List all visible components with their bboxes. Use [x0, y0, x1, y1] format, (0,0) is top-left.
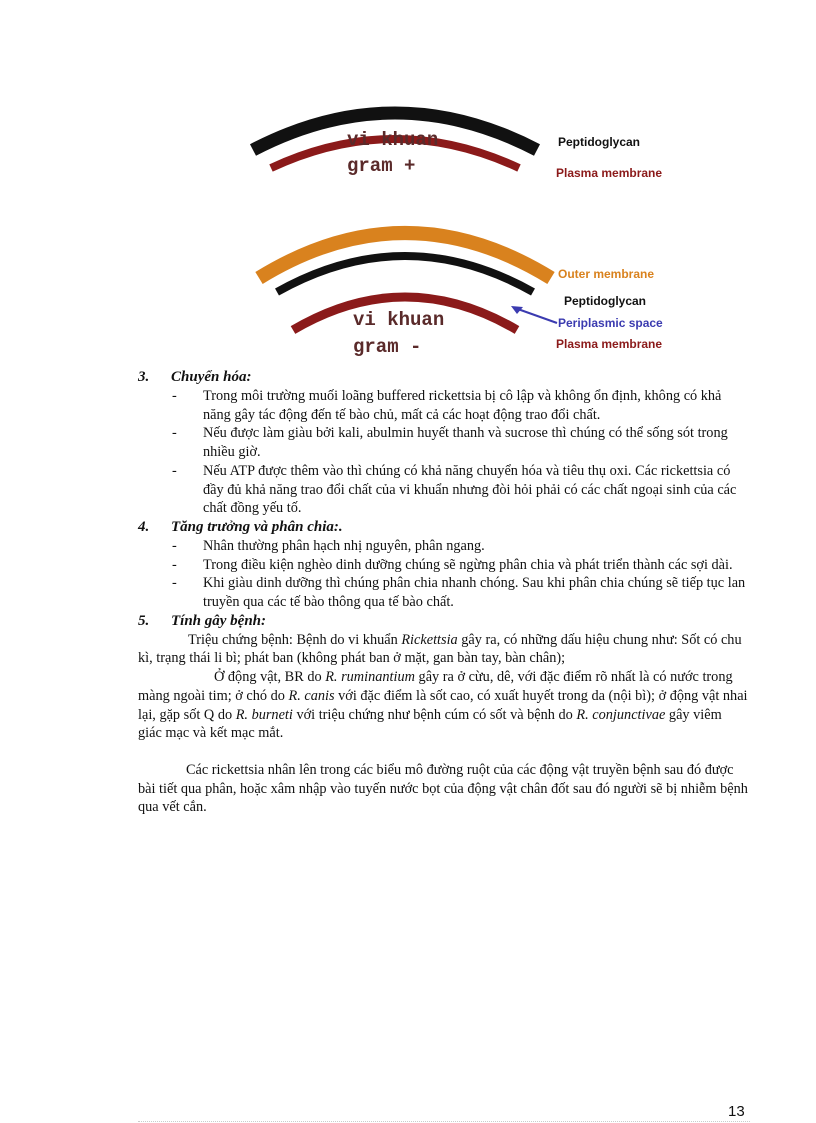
plasma-membrane-bottom-label: Plasma membrane — [556, 337, 663, 351]
list-item: - Trong môi trường muối loãng buffered rickettsia bị cô lập và không ổn định, không có khả năng gây tác động đến tế bào chủ, mất cả các hoạt động trao đổi chất. — [138, 387, 748, 424]
list-item: - Nếu ATP được thêm vào thì chúng có khả năng chuyển hóa và tiêu thụ oxi. Các rickettsia có đầy đủ khả năng trao đổi chất của vi khuẩn nhưng đòi hỏi phải có các chất ngoại sinh của các chất đồng yếu tố. — [138, 462, 748, 518]
section-number: 3. — [138, 369, 150, 385]
document-body — [138, 368, 748, 817]
list-item: - Trong điều kiện nghèo dinh dưỡng chúng sẽ ngừng phân chia và phát triển thành các sợi dài. — [138, 556, 748, 575]
list-item-text: Nếu được làm giàu bởi kali, abulmin huyết thanh và sucrose thì chúng có thể sống sót trong nhiều giờ. — [203, 425, 728, 461]
page-number: 13 — [728, 1103, 745, 1120]
gram-negative-label-2: gram - — [353, 336, 422, 358]
list-item-text: Nếu ATP được thêm vào thì chúng có khả năng chuyển hóa và tiêu thụ oxi. Các rickettsia có đầy đủ khả năng trao đổi chất của vi khuẩn nhưng đòi hỏi phải có các chất ngoại sinh của các chất đồng yếu tố. — [203, 462, 737, 517]
list-item: - Nếu được làm giàu bởi kali, abulmin huyết thanh và sucrose thì chúng có thể sống sót trong nhiều giờ. — [138, 424, 748, 461]
cell-wall-diagram — [245, 98, 670, 360]
list-item-text: Khi giàu dinh dưỡng thì chúng phân chia nhanh chóng. Sau khi phân chia chúng sẽ tiếp tục lan truyền qua các tế bào thông qua tế bào chất. — [203, 575, 746, 611]
cell-wall-figure — [245, 98, 670, 360]
section-4-heading — [138, 518, 748, 537]
periplasmic-arrow — [515, 308, 557, 323]
section-title: Tính gây bệnh: — [171, 612, 267, 629]
list-item-text: Trong môi trường muối loãng buffered rickettsia bị cô lập và không ổn định, không có khả năng gây tác động đến tế bào chủ, mất cả các hoạt động trao đổi chất. — [203, 388, 722, 423]
list-item-text: Nhân thường phân hạch nhị nguyên, phân ngang. — [203, 537, 485, 554]
gram-negative-label-1: vi khuan — [353, 309, 445, 331]
section-3-heading — [138, 368, 748, 387]
gram-positive-label-2: gram + — [347, 155, 416, 177]
peptidoglycan-bottom-label: Peptidoglycan — [564, 294, 647, 308]
animals-paragraph: Ở động vật, BR do R. ruminantium gây ra ở cừu, dê, với đặc điểm rõ nhất là có nước trong màng ngoài tim; ở chó do R. canis với đặc điểm là sốt cao, có xuất huyết trong da (nội bì); ở động vật nhai lại, gặp sốt Q do R. burneti với triệu chứng như bệnh cúm có sốt và bệnh do R. conjunctivae gây viêm giác mạc và kết mạc mắt. — [138, 669, 748, 742]
periplasmic-space-label: Periplasmic space — [558, 316, 663, 330]
list-item: - Nhân thường phân hạch nhị nguyên, phân ngang. — [138, 537, 748, 556]
list-item-text: Trong điều kiện nghèo dinh dưỡng chúng sẽ ngừng phân chia và phát triển thành các sợi dài. — [203, 556, 733, 573]
section-number: 4. — [138, 518, 150, 535]
list-item: - Khi giàu dinh dưỡng thì chúng phân chia nhanh chóng. Sau khi phân chia chúng sẽ tiếp tục lan truyền qua các tế bào thông qua tế bào chất. — [138, 574, 748, 611]
footer-divider — [138, 1121, 750, 1122]
section-5-heading — [138, 612, 748, 631]
outer-membrane-label: Outer membrane — [558, 267, 655, 281]
gram-positive-label-1: vi khuan — [347, 129, 439, 151]
transmission-paragraph: Các rickettsia nhân lên trong các biểu mô đường ruột của các động vật truyền bệnh sau đó được bài tiết qua phân, hoặc xâm nhập vào tuyến nước bọt của động vật chân đốt sau đó người sẽ bị nhiễm bệnh qua vết cắn. — [138, 761, 748, 816]
symptoms-paragraph: Triệu chứng bệnh: Bệnh do vi khuẩn Rickettsia gây ra, có những dấu hiệu chung như: Sốt có chu kì, trạng thái li bì; phát ban (không phát ban ở mặt, gan bàn tay, bàn chân); — [138, 631, 742, 667]
gram-negative-peptidoglycan-arc — [277, 256, 533, 292]
section-number: 5. — [138, 612, 150, 629]
section-title: Chuyển hóa: — [171, 369, 252, 385]
plasma-membrane-top-label: Plasma membrane — [556, 166, 663, 180]
section-title: Tăng trưởng và phân chia:. — [171, 518, 343, 535]
peptidoglycan-top-label: Peptidoglycan — [558, 135, 641, 149]
